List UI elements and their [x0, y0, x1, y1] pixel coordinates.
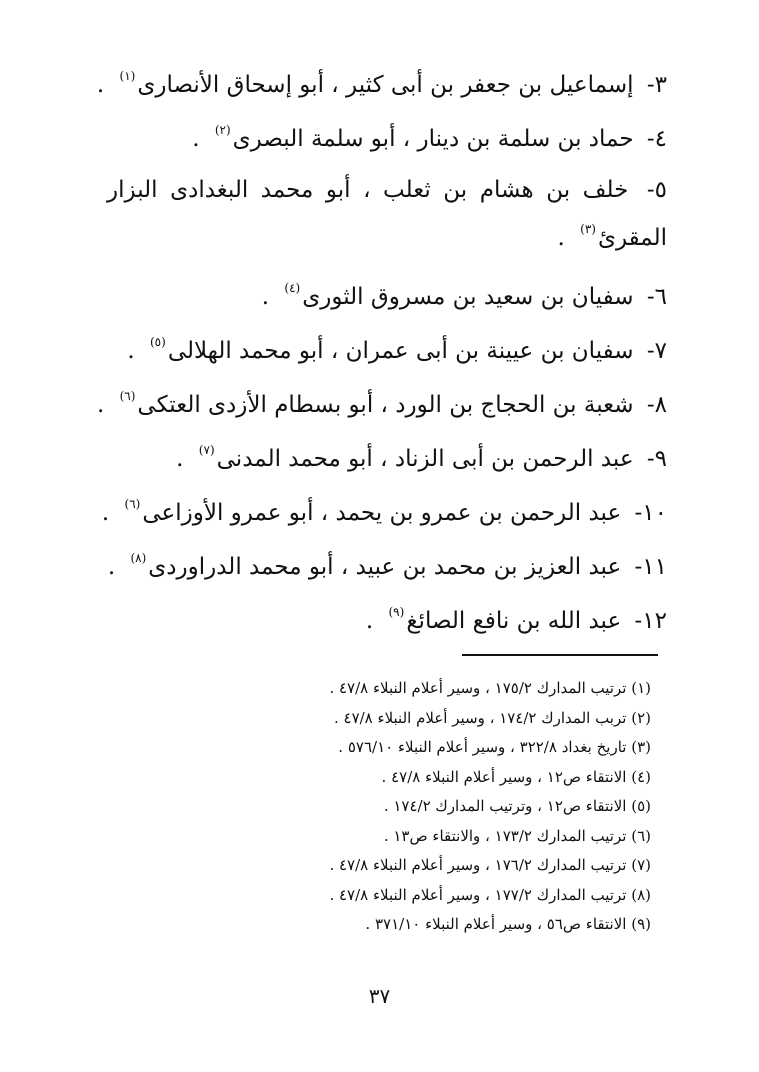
- list-item: [107, 112, 667, 166]
- footnote: [151, 733, 651, 763]
- list-item: [107, 594, 667, 648]
- item-number: ١٠-: [634, 500, 667, 526]
- footnote-ref: (٦): [119, 389, 136, 403]
- item-period: .: [192, 126, 200, 152]
- item-number: ١٢-: [634, 608, 667, 634]
- footnote: [151, 792, 651, 822]
- footnote: [151, 910, 651, 940]
- item-period: .: [96, 392, 105, 418]
- footnote-number: (٤): [631, 767, 651, 786]
- footnote-number: (١): [631, 679, 651, 697]
- footnote-number: (٩): [631, 915, 651, 933]
- footnote-ref: (٩): [388, 605, 405, 619]
- footnote-divider: [462, 654, 658, 656]
- list-item: [107, 166, 667, 262]
- item-period: .: [557, 225, 565, 251]
- footnote-ref: (٢): [214, 123, 231, 137]
- item-number: ٥-: [646, 177, 668, 203]
- footnote: [151, 763, 651, 793]
- item-text: سفيان بن سعيد بن مسروق الثورى: [302, 284, 634, 310]
- list-item: [107, 432, 667, 486]
- footnote: [151, 822, 651, 852]
- list-item: [107, 324, 667, 378]
- footnotes: [151, 674, 651, 940]
- footnote-text: الانتقاء ص١٢ ، وترتيب المدارك ١٧٤/٢ .: [383, 797, 627, 815]
- footnote-text: ترتيب المدارك ١٧٧/٢ ، وسير أعلام النبلاء ٤٧/٨ .: [329, 885, 627, 904]
- item-text: خلف بن هشام بن ثعلب ، أبو محمد البغدادى البزار المقرئ: [107, 177, 667, 251]
- narrator-list: [96, 58, 668, 648]
- item-number: ٣-: [646, 72, 667, 98]
- footnote-text: ترتيب المدارك ١٧٦/٢ ، وسير أعلام النبلاء ٤٧/٨ .: [329, 856, 627, 874]
- item-number: ٩-: [646, 446, 667, 472]
- footnote-number: (٨): [631, 885, 651, 904]
- footnote-number: (٧): [631, 856, 651, 874]
- item-text: عبد الرحمن بن عمرو بن يحمد ، أبو عمرو الأوزاعى: [142, 500, 622, 526]
- footnote: [151, 674, 651, 704]
- footnote: [151, 881, 651, 911]
- footnote-ref: (٥): [149, 335, 166, 349]
- footnote-number: (٢): [631, 708, 651, 727]
- item-period: .: [96, 72, 105, 98]
- item-number: ٦-: [646, 284, 667, 310]
- item-number: ٨-: [646, 392, 667, 418]
- footnote: [151, 704, 651, 734]
- list-item: [96, 58, 667, 112]
- list-item: [107, 270, 667, 324]
- footnote-ref: (١): [119, 69, 136, 83]
- list-item: [101, 486, 667, 540]
- item-period: .: [127, 338, 135, 364]
- footnote-text: ترتيب المدارك ١٧٥/٢ ، وسير أعلام النبلاء ٤٧/٨ .: [329, 679, 627, 697]
- item-period: .: [261, 284, 270, 310]
- item-number: ١١-: [634, 554, 667, 580]
- list-item: [96, 378, 667, 432]
- item-text: حماد بن سلمة بن دينار ، أبو سلمة البصرى: [232, 126, 634, 152]
- item-period: .: [365, 608, 374, 634]
- item-text: عبد العزيز بن محمد بن عبيد ، أبو محمد الدراوردى: [148, 554, 622, 580]
- item-text: عبد الرحمن بن أبى الزناد ، أبو محمد المدنى: [216, 446, 634, 472]
- item-text: عبد الله بن نافع الصائغ: [406, 608, 622, 634]
- footnote-number: (٥): [631, 797, 651, 815]
- item-period: .: [101, 500, 110, 526]
- footnote: [151, 851, 651, 881]
- footnote-text: تاريخ بغداد ٣٢٢/٨ ، وسير أعلام النبلاء ٥٧٦/١٠ .: [338, 738, 627, 756]
- footnote-text: الانتقاء ص٥٦ ، وسير أعلام النبلاء ٣٧١/١٠ .: [365, 915, 627, 933]
- footnote-text: الانتقاء ص١٢ ، وسير أعلام النبلاء ٤٧/٨ .: [381, 767, 627, 786]
- item-number: ٧-: [646, 338, 667, 364]
- footnote-number: (٦): [631, 826, 651, 845]
- footnote-text: تربب المدارك ١٧٤/٢ ، وسير أعلام النبلاء ٤٧/٨ .: [333, 708, 627, 727]
- item-text: إسماعيل بن جعفر بن أبى كثير ، أبو إسحاق الأنصارى: [137, 72, 634, 98]
- footnote-ref: (٧): [198, 443, 215, 457]
- footnote-number: (٣): [631, 738, 651, 756]
- footnote-ref: (٨): [130, 551, 147, 565]
- footnote-ref: (٤): [284, 281, 301, 295]
- item-text: سفيان بن عيينة بن أبى عمران ، أبو محمد الهلالى: [167, 338, 634, 364]
- footnote-ref: (٣): [580, 222, 596, 236]
- item-period: .: [176, 446, 184, 472]
- page-number: ٣٧: [368, 984, 391, 1008]
- item-text: شعبة بن الحجاج بن الورد ، أبو بسطام الأزدى العتكى: [137, 392, 634, 418]
- footnote-text: ترتيب المدارك ١٧٣/٢ ، والانتقاء ص١٣ .: [383, 826, 627, 845]
- list-item: [107, 540, 667, 594]
- item-period: .: [107, 554, 116, 580]
- footnote-ref: (٦): [124, 497, 141, 511]
- item-number: ٤-: [646, 126, 667, 152]
